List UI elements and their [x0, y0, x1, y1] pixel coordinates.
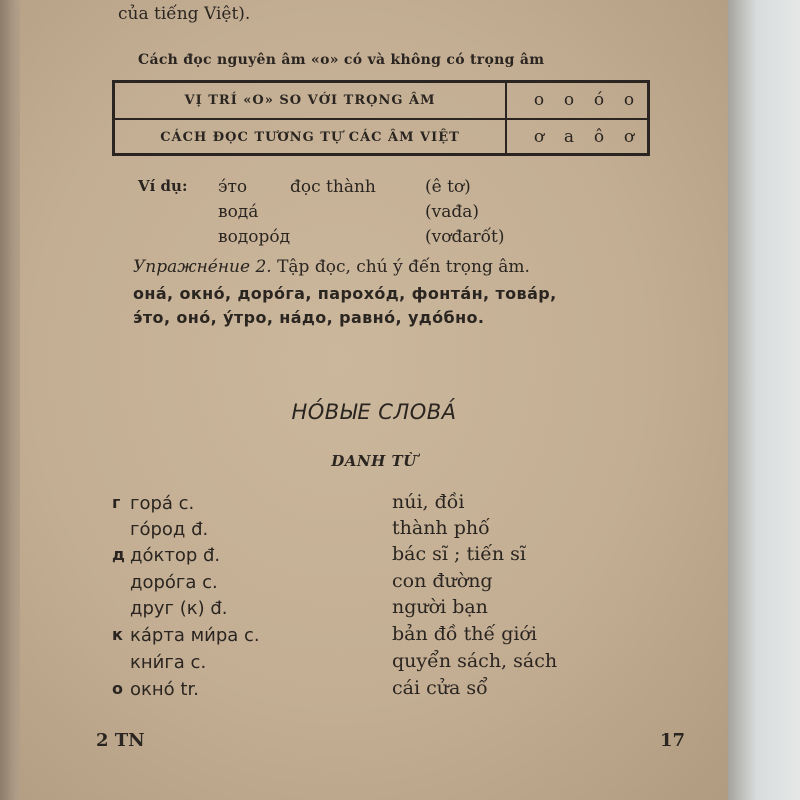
vocab-russian: кни́га c.: [130, 652, 207, 673]
table-row-label: CÁCH ĐỌC TƯƠNG TỰ CÁC ÂM VIỆT: [115, 120, 507, 155]
vocab-vietnamese: con đường: [392, 570, 493, 592]
vocab-vietnamese: bác sĩ ; tiến sĩ: [392, 543, 526, 565]
table-cell: ơ: [533, 127, 545, 147]
vocab-vietnamese: người bạn: [392, 596, 488, 618]
vocab-vietnamese: núi, đồi: [392, 491, 465, 513]
example-reading: (vađa): [425, 202, 480, 222]
background-surface: [728, 0, 800, 800]
exercise-title-ru: Упражне́ние 2.: [133, 257, 272, 277]
table-row: [115, 83, 647, 120]
vocab-russian: окно́ tr.: [130, 679, 199, 700]
example-note: đọc thành: [290, 177, 376, 197]
vocab-russian: друг (к) đ.: [130, 598, 228, 619]
table-cell: ơ: [623, 127, 635, 147]
examples-label: Ví dụ:: [138, 177, 188, 195]
exercise-line: э́то, оно́, у́тро, на́до, равно́, удо́бно.: [133, 308, 485, 327]
example-word: э́то: [218, 177, 248, 197]
table-caption: Cách đọc nguyên âm «о» có và không có trọng âm: [138, 52, 545, 68]
vocab-russian: доро́га c.: [130, 572, 218, 593]
vocab-vietnamese: quyển sách, sách: [392, 650, 558, 672]
intro-line: của tiếng Việt).: [118, 4, 251, 24]
table-row-label: VỊ TRÍ «О» SO VỚI TRỌNG ÂM: [115, 83, 507, 118]
table-row: [115, 120, 647, 155]
exercise-title-vi: Tập đọc, chú ý đến trọng âm.: [277, 257, 530, 277]
book-page: [20, 0, 728, 800]
vocab-letter: о: [112, 679, 123, 698]
page-number: 17: [660, 730, 686, 751]
stress-table: [112, 80, 650, 156]
vocab-russian: гора́ c.: [130, 493, 195, 514]
table-cell: a: [563, 127, 575, 147]
vocab-russian: го́род đ.: [130, 519, 209, 540]
example-word: водоро́д: [218, 227, 291, 247]
vocab-russian: ка́рта ми́ра c.: [130, 625, 260, 646]
vocab-vietnamese: cái cửa sổ: [392, 677, 488, 699]
vocab-letter: д: [112, 545, 125, 564]
table-cell: ó: [593, 90, 605, 110]
example-reading: (ê tơ): [425, 177, 471, 197]
table-cell: о: [533, 90, 545, 110]
table-cell: о: [623, 90, 635, 110]
section-title: НО́ВЫЕ СЛОВА́: [291, 400, 457, 424]
example-reading: (vơđarốt): [425, 227, 505, 247]
signature-mark: 2 TN: [96, 730, 145, 751]
table-cell: ô: [593, 127, 605, 147]
vocab-russian: до́ктор đ.: [130, 545, 221, 566]
example-word: вода́: [218, 202, 259, 222]
exercise-line: она́, окно́, доро́га, парохо́д, фонта́н, това́р,: [133, 284, 557, 303]
table-cell: о: [563, 90, 575, 110]
vocab-letter: к: [112, 625, 123, 644]
vocab-letter: г: [112, 493, 121, 512]
vocab-vietnamese: thành phố: [392, 517, 490, 539]
exercise-title: [133, 257, 530, 277]
vocab-vietnamese: bản đồ thế giới: [392, 623, 537, 645]
subsection-title: DANH TỪ: [331, 452, 417, 470]
